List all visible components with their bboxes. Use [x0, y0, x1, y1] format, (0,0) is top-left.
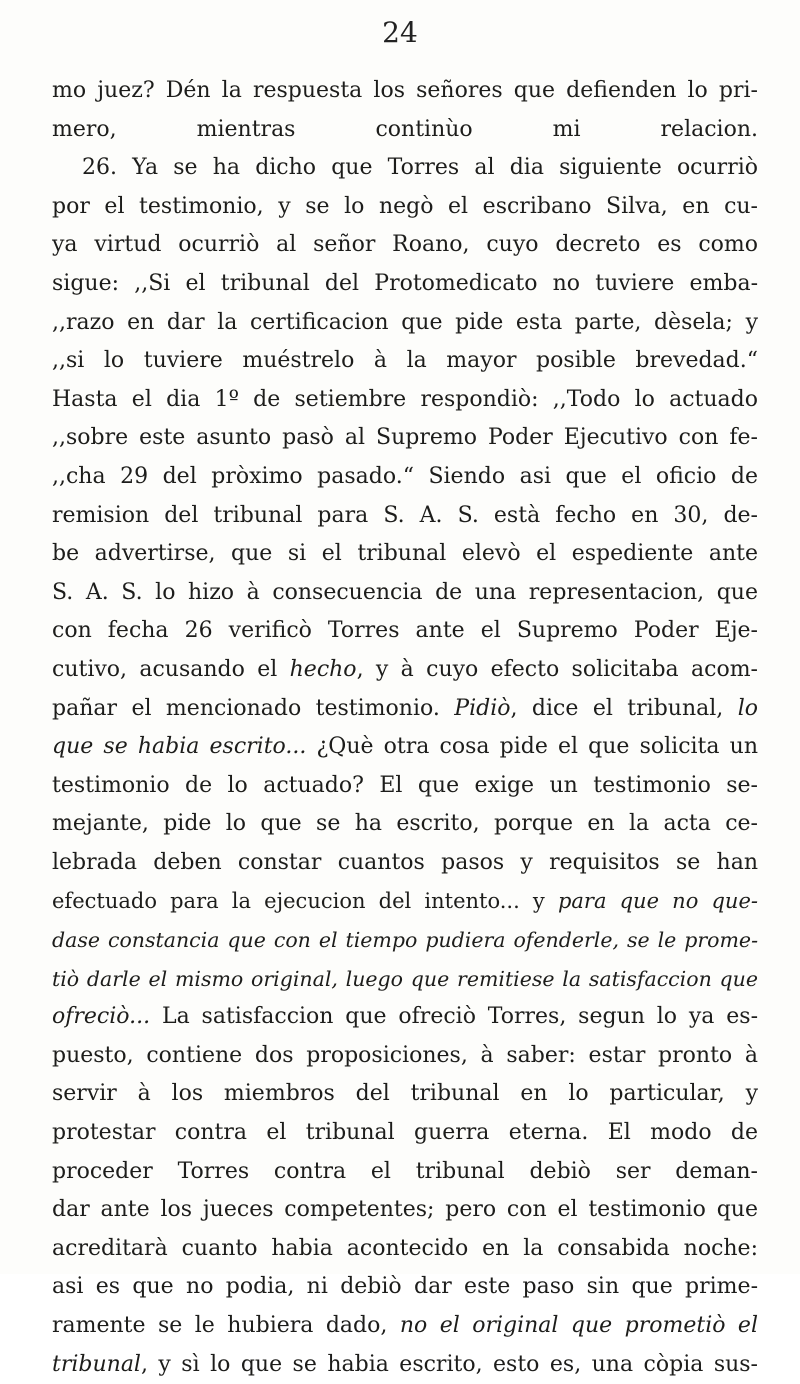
text-line	[52, 226, 758, 265]
text-line	[52, 419, 758, 458]
text-segment: , y sì lo que se habia escrito, esto es, una còpia sus-	[140, 1351, 758, 1377]
text-segment: por el testimonio, y se lo negò el escribano Silva, en cu-	[52, 193, 758, 219]
page-number: 24	[382, 16, 418, 49]
text-segment: be advertirse, que si el tribunal elevò el espediente ante	[52, 541, 758, 567]
text-segment: 26. Ya se ha dicho que Torres al dia siguiente ocurriò	[82, 155, 758, 181]
text-segment: mejante, pide lo que se ha escrito, porque en la acta ce-	[52, 811, 758, 837]
text-line	[52, 72, 758, 111]
text-segment: cutivo, acusando el	[52, 656, 290, 682]
text-line	[52, 805, 758, 844]
text-segment: ,,razo en dar la certificacion que pide esta parte, dèsela; y	[52, 309, 758, 335]
text-line	[52, 767, 758, 806]
text-segment: lebrada deben constar cuantos pasos y requisitos se han	[52, 849, 758, 875]
text-segment: protestar contra el tribunal guerra eterna. El modo de	[52, 1120, 758, 1146]
italic-text-segment: no el original que prometiò el	[399, 1313, 758, 1338]
text-segment: asi es que no podia, ni debiò dar este paso sin que prime-	[52, 1274, 758, 1300]
text-line	[52, 265, 758, 304]
text-line	[52, 1037, 758, 1076]
text-segment: ,,sobre este asunto pasò al Supremo Poder Ejecutivo con fe-	[52, 425, 758, 451]
text-line	[52, 381, 758, 420]
text-line	[52, 111, 758, 150]
text-segment: puesto, contiene dos proposiciones, à saber: estar pronto à	[52, 1042, 758, 1068]
text-segment: , y à cuyo efecto solicitaba acom-	[356, 656, 758, 682]
text-segment: testimonio de lo actuado? El que exige un testimonio se-	[52, 772, 758, 798]
italic-text-segment: ofreciò...	[52, 1004, 151, 1030]
text-line	[52, 1307, 758, 1346]
text-line	[52, 1268, 758, 1307]
italic-text-segment: lo	[737, 695, 758, 721]
text-segment: sigue: ,,Si el tribunal del Protomedicato no tuviere emba-	[52, 270, 758, 296]
text-line	[52, 690, 758, 729]
italic-text-segment: hecho	[289, 656, 357, 682]
text-segment: La satisfaccion que ofreciò Torres, segun lo ya es-	[150, 1004, 758, 1030]
text-line	[52, 1075, 758, 1114]
text-segment: proceder Torres contra el tribunal debiò ser deman-	[52, 1158, 758, 1184]
text-line	[52, 535, 758, 574]
italic-text-segment: tribunal	[52, 1351, 141, 1377]
text-segment: ,,cha 29 del pròximo pasado.“ Siendo asi que el oficio de	[52, 463, 758, 489]
text-line	[52, 574, 758, 613]
text-line	[52, 188, 758, 227]
text-segment: servir à los miembros del tribunal en lo particular, y	[52, 1081, 758, 1107]
text-segment: ,,si lo tuviere muéstrelo à la mayor posible brevedad.“	[52, 348, 758, 374]
text-segment: pañar el mencionado testimonio.	[52, 695, 455, 721]
italic-text-segment: para que no que-	[557, 889, 758, 914]
text-segment: remision del tribunal para S. A. S. està fecho en 30, de-	[52, 502, 758, 528]
italic-text-segment: Pidiò	[454, 695, 511, 721]
text-segment: ramente se le hubiera dado,	[52, 1313, 400, 1338]
text-line	[52, 998, 758, 1037]
text-line	[52, 844, 758, 883]
text-line	[52, 960, 758, 999]
text-line	[52, 1153, 758, 1192]
text-line	[52, 149, 758, 188]
text-line	[52, 921, 758, 960]
text-segment: ya virtud ocurriò al señor Roano, cuyo decreto es como	[52, 232, 758, 258]
text-line	[52, 612, 758, 651]
italic-text-segment: que se habia escrito...	[52, 734, 307, 760]
text-line	[52, 1114, 758, 1153]
text-line	[52, 1346, 758, 1384]
text-line	[52, 342, 758, 381]
text-line	[52, 1230, 758, 1269]
text-segment: mero, mientras continùo mi relacion.	[52, 116, 758, 142]
text-line	[52, 304, 758, 343]
text-segment: mo juez? Dén la respuesta los señores que defienden lo pri-	[52, 78, 758, 103]
text-segment: con fecha 26 verificò Torres ante el Supremo Poder Eje-	[52, 618, 758, 644]
text-line	[52, 497, 758, 536]
text-segment: , dice el tribunal,	[510, 695, 738, 721]
text-line	[52, 458, 758, 497]
italic-text-segment: dase constancia que con el tiempo pudiera ofenderle, se le prome-	[52, 928, 758, 953]
text-segment: efectuado para la ejecucion del intento... y	[52, 889, 558, 914]
italic-text-segment: tiò darle el mismo original, luego que remitiese la satisfaccion que	[52, 966, 758, 991]
text-segment: S. A. S. lo hizo à consecuencia de una representacion, que	[52, 579, 758, 605]
text-segment: Hasta el dia 1º de setiembre respondiò: ,,Todo lo actuado	[52, 386, 758, 412]
text-line	[52, 728, 758, 767]
text-line	[52, 651, 758, 690]
text-segment: ¿Què otra cosa pide el que solicita un	[306, 734, 758, 760]
text-line	[52, 1191, 758, 1230]
text-line	[52, 882, 758, 921]
text-segment: acreditarà cuanto habia acontecido en la consabida noche:	[52, 1235, 758, 1261]
text-segment: dar ante los jueces competentes; pero con el testimonio que	[52, 1197, 758, 1223]
body-text	[52, 72, 758, 1384]
